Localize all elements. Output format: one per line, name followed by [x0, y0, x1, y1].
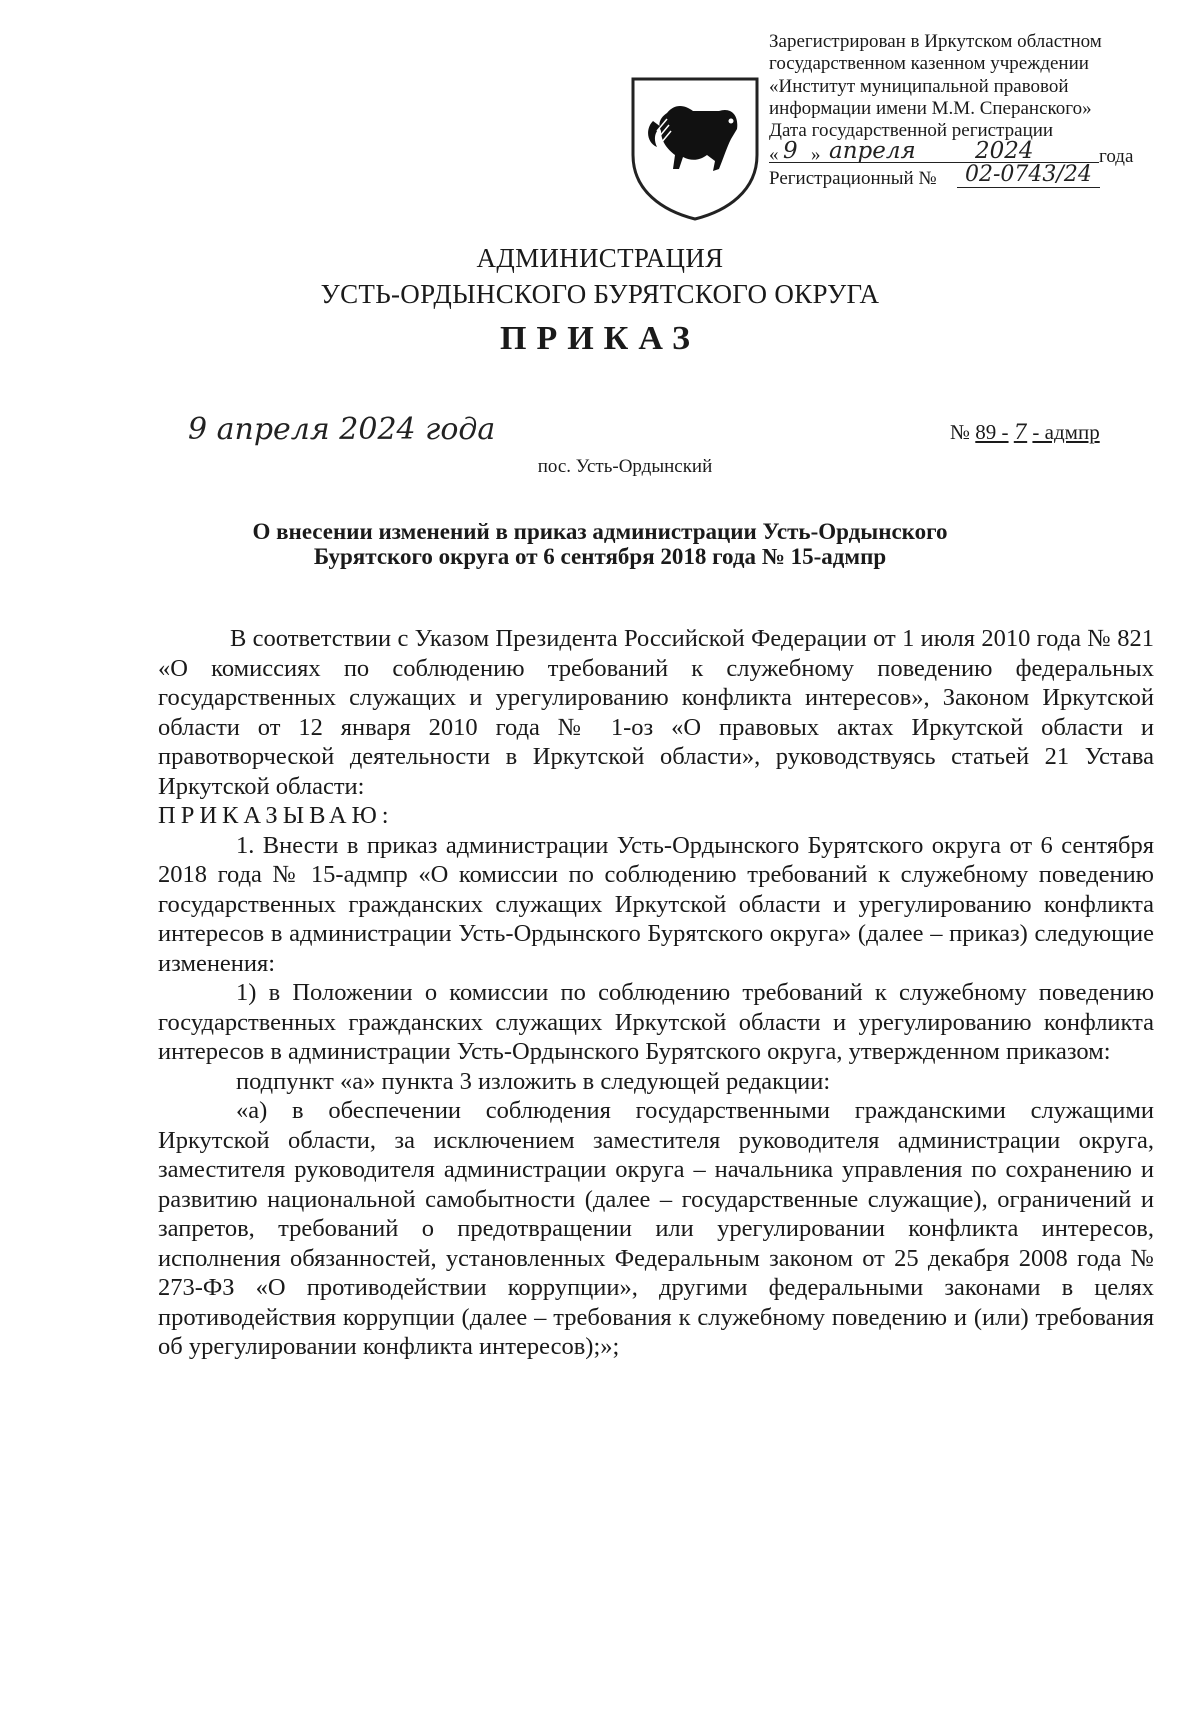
quote-open: « — [769, 144, 779, 166]
order-date: 9 апреля 2024 года — [188, 412, 496, 447]
registration-line: Зарегистрирован в Иркутском областном — [769, 31, 1102, 52]
registration-line: «Институт муниципальной правовой — [769, 75, 1069, 97]
quote-close: » — [811, 144, 821, 166]
organization-name-line2: УСТЬ-ОРДЫНСКОГО БУРЯТСКОГО ОКРУГА — [320, 279, 880, 309]
preamble-paragraph: В соответствии с Указом Президента Российской Федерации от 1 июля 2010 года № 821 «О комиссиях по соблюдению требований к служебному поведению федеральных государственных служащих и урегулированию конфликта интересов», Законом Иркутской области от 12 января 2010 года № 1-оз «О правовых актах Иркутской области и правотворческой деятельности в Иркутской области», руководствуясь статьей 21 Устава Иркутской области: — [158, 625, 1154, 800]
coat-of-arms-icon — [627, 73, 763, 223]
registration-number-label: Регистрационный № — [769, 168, 937, 190]
subject-line: Бурятского округа от 6 сентября 2018 года № 15-адмпр — [313, 544, 887, 569]
order-number — [950, 420, 1100, 445]
registration-month: апреля — [829, 138, 916, 165]
order-number-prefix: № — [950, 420, 971, 444]
order-number-main: 89 - — [975, 420, 1009, 444]
registration-number — [769, 162, 1149, 192]
registration-line: информации имени М.М. Сперанского» — [769, 97, 1092, 119]
order-word: ПРИКАЗЫВАЮ: — [158, 802, 394, 829]
subject-line: О внесении изменений в приказ администрации Усть-Ордынского — [252, 519, 948, 544]
document-type: ПРИКАЗ — [500, 320, 700, 357]
order-number-handwritten: 7 — [1013, 420, 1028, 444]
quoted-paragraph: «а) в обеспечении соблюдения государственными гражданскими служащими Иркутской области, за исключением заместителя руководителя администрации округа, заместителя руководителя администрации округа – начальника управления по сохранению и развитию национальной самобытности (далее – государственные служащие), ограничений и запретов, требований о предотвращении или урегулировании конфликта интересов, исполнения обязанностей, установленных Федеральным законом от 25 декабря 2008 года № 273-ФЗ «О противодействии коррупции», другими федеральными законами в целях противодействия коррупции (далее – требования к служебному поведению и (или) требования об урегулировании конфликта интересов);»; — [158, 1097, 1154, 1360]
registration-stamp — [769, 31, 1149, 192]
order-number-suffix: - адмпр — [1032, 420, 1100, 444]
subitem-paragraph: 1) в Положении о комиссии по соблюдению требований к служебному поведению государственных гражданских служащих Иркутской области и урегулированию конфликта интересов в администрации Усть-Ордынского Бурятского округа, утвержденном приказом: — [158, 979, 1154, 1065]
organization-name: АДМИНИСТРАЦИЯ — [476, 243, 724, 273]
registration-number-value: 02-0743/24 — [957, 164, 1100, 187]
document-subject — [0, 519, 1200, 569]
registration-line: государственном казенном учреждении — [769, 53, 1089, 75]
registration-date-label: Дата государственной регистрации — [769, 120, 1054, 142]
order-place: пос. Усть-Ордынский — [537, 456, 713, 477]
registration-day: 9 — [783, 138, 798, 165]
registration-year-word: года — [1099, 146, 1134, 168]
document-body — [158, 624, 1154, 1362]
subitem-paragraph: подпункт «а» пункта 3 изложить в следующей редакции: — [236, 1067, 831, 1095]
item-paragraph: 1. Внести в приказ администрации Усть-Ордынского Бурятского округа от 6 сентября 2018 года № 15-адмпр «О комиссии по соблюдению требований к служебному поведению государственных гражданских служащих Иркутской области и урегулированию конфликта интересов в администрации Усть-Ордынского Бурятского округа» (далее – приказ) следующие изменения: — [158, 831, 1154, 977]
registration-year: 2024 — [975, 138, 1034, 165]
